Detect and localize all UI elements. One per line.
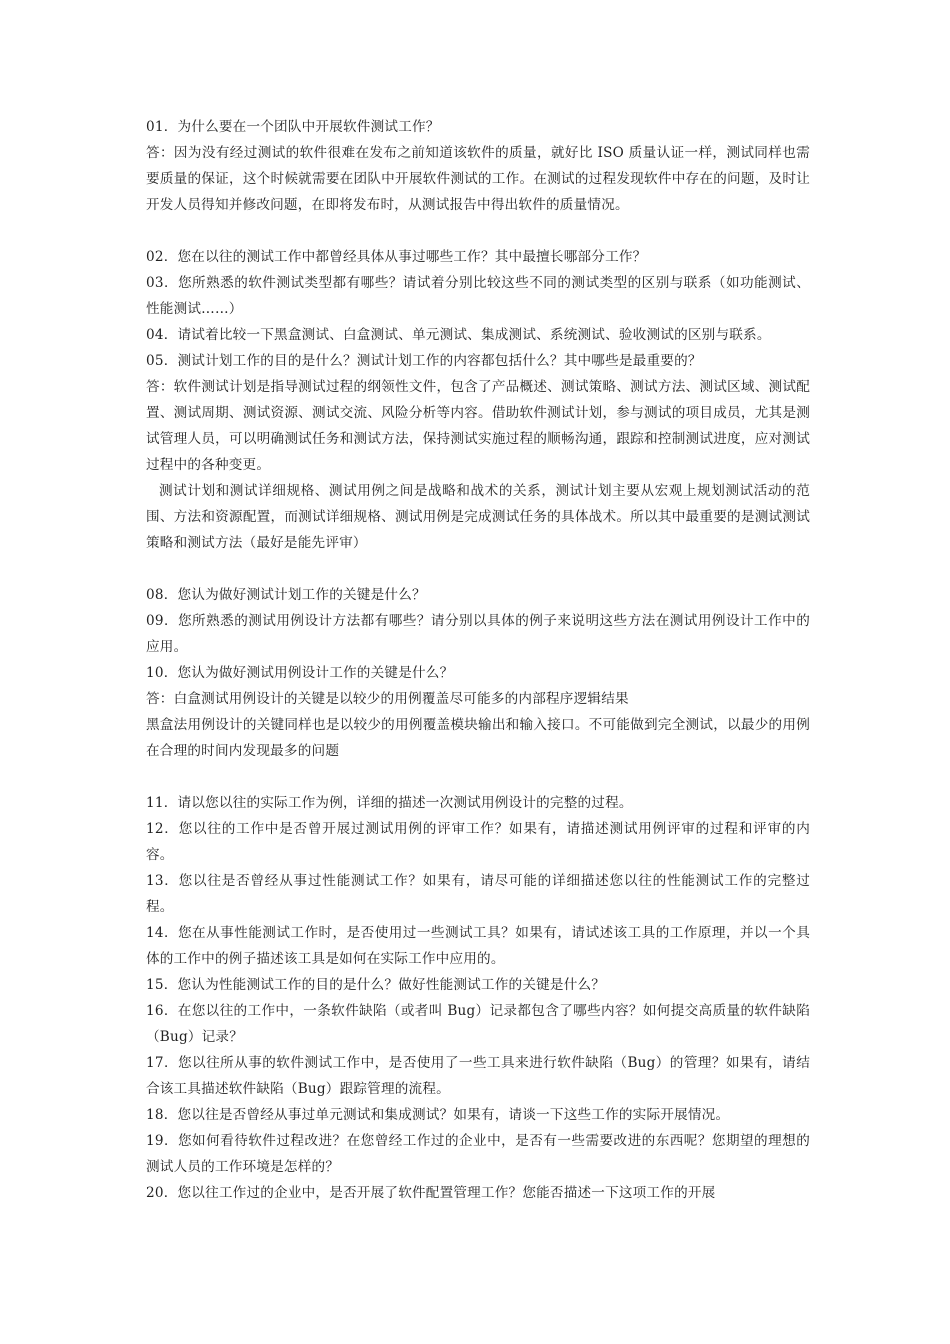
- question-05: 05．测试计划工作的目的是什么？测试计划工作的内容都包括什么？其中哪些是最重要的？: [146, 353, 702, 369]
- question-03: 03．您所熟悉的软件测试类型都有哪些？请试着分别比较这些不同的测试类型的区别与联系（如功能测试、性能测试……）: [146, 275, 810, 317]
- answer-10-part-1: 答：白盒测试用例设计的关键是以较少的用例覆盖尽可能多的内部程序逻辑结果: [146, 691, 629, 707]
- answer-10-part-2: 黑盒法用例设计的关键同样也是以较少的用例覆盖模块输出和输入接口。不可能做到完全测试，以最少的用例在合理的时间内发现最多的问题: [146, 717, 810, 759]
- answer-01: 答：因为没有经过测试的软件很难在发布之前知道该软件的质量，就好比 ISO 质量认证一样，测试同样也需要质量的保证，这个时候就需要在团队中开展软件测试的工作。在测试的过程发现软件中存在的问题，及时让开发人员得知并修改问题，在即将发布时，从测试报告中得出软件的质量情况。: [146, 145, 810, 213]
- question-10: 10．您认为做好测试用例设计工作的关键是什么？: [146, 665, 454, 681]
- question-14: 14．您在从事性能测试工作时，是否使用过一些测试工具？如果有，请试述该工具的工作原理，并以一个具体的工作中的例子描述该工具是如何在实际工作中应用的。: [146, 925, 810, 967]
- question-17: 17．您以往所从事的软件测试工作中，是否使用了一些工具来进行软件缺陷（Bug）的管理？如果有，请结合该工具描述软件缺陷（Bug）跟踪管理的流程。: [146, 1055, 810, 1097]
- answer-05-part-1: 答：软件测试计划是指导测试过程的纲领性文件，包含了产品概述、测试策略、测试方法、测试区域、测试配置、测试周期、测试资源、测试交流、风险分析等内容。借助软件测试计划，参与测试的项目成员，尤其是测试管理人员，可以明确测试任务和测试方法，保持测试实施过程的顺畅沟通，跟踪和控制测试进度，应对测试过程中的各种变更。: [146, 379, 810, 473]
- question-18: 18．您以往是否曾经从事过单元测试和集成测试？如果有，请谈一下这些工作的实际开展情况。: [146, 1107, 730, 1123]
- paragraph-gap: [146, 764, 810, 790]
- question-04: 04．请试着比较一下黑盒测试、白盒测试、单元测试、集成测试、系统测试、验收测试的区别与联系。: [146, 327, 771, 343]
- question-01: 01．为什么要在一个团队中开展软件测试工作？: [146, 119, 440, 135]
- question-20: 20．您以往工作过的企业中，是否开展了软件配置管理工作？您能否描述一下这项工作的开展: [146, 1185, 716, 1201]
- question-08: 08．您认为做好测试计划工作的关键是什么？: [146, 587, 426, 603]
- document-body: [146, 114, 810, 1206]
- question-16: 16．在您以往的工作中，一条软件缺陷（或者叫 Bug）记录都包含了哪些内容？如何提交高质量的软件缺陷（Bug）记录？: [146, 1003, 810, 1045]
- question-19: 19．您如何看待软件过程改进？在您曾经工作过的企业中，是否有一些需要改进的东西呢？您期望的理想的测试人员的工作环境是怎样的？: [146, 1133, 810, 1175]
- question-09: 09．您所熟悉的测试用例设计方法都有哪些？请分别以具体的例子来说明这些方法在测试用例设计工作中的应用。: [146, 613, 810, 655]
- question-02: 02．您在以往的测试工作中都曾经具体从事过哪些工作？其中最擅长哪部分工作？: [146, 249, 647, 265]
- question-15: 15．您认为性能测试工作的目的是什么？做好性能测试工作的关键是什么？: [146, 977, 606, 993]
- paragraph-gap: [146, 556, 810, 582]
- answer-05-part-2: 测试计划和测试详细规格、测试用例之间是战略和战术的关系，测试计划主要从宏观上规划测试活动的范围、方法和资源配置，而测试详细规格、测试用例是完成测试任务的具体战术。所以其中最重要的是测试测试策略和测试方法（最好是能先评审）: [146, 483, 810, 551]
- question-13: 13．您以往是否曾经从事过性能测试工作？如果有，请尽可能的详细描述您以往的性能测试工作的完整过程。: [146, 873, 810, 915]
- paragraph-gap: [146, 218, 810, 244]
- question-12: 12．您以往的工作中是否曾开展过测试用例的评审工作？如果有，请描述测试用例评审的过程和评审的内容。: [146, 821, 810, 863]
- question-11: 11．请以您以往的实际工作为例，详细的描述一次测试用例设计的完整的过程。: [146, 795, 633, 811]
